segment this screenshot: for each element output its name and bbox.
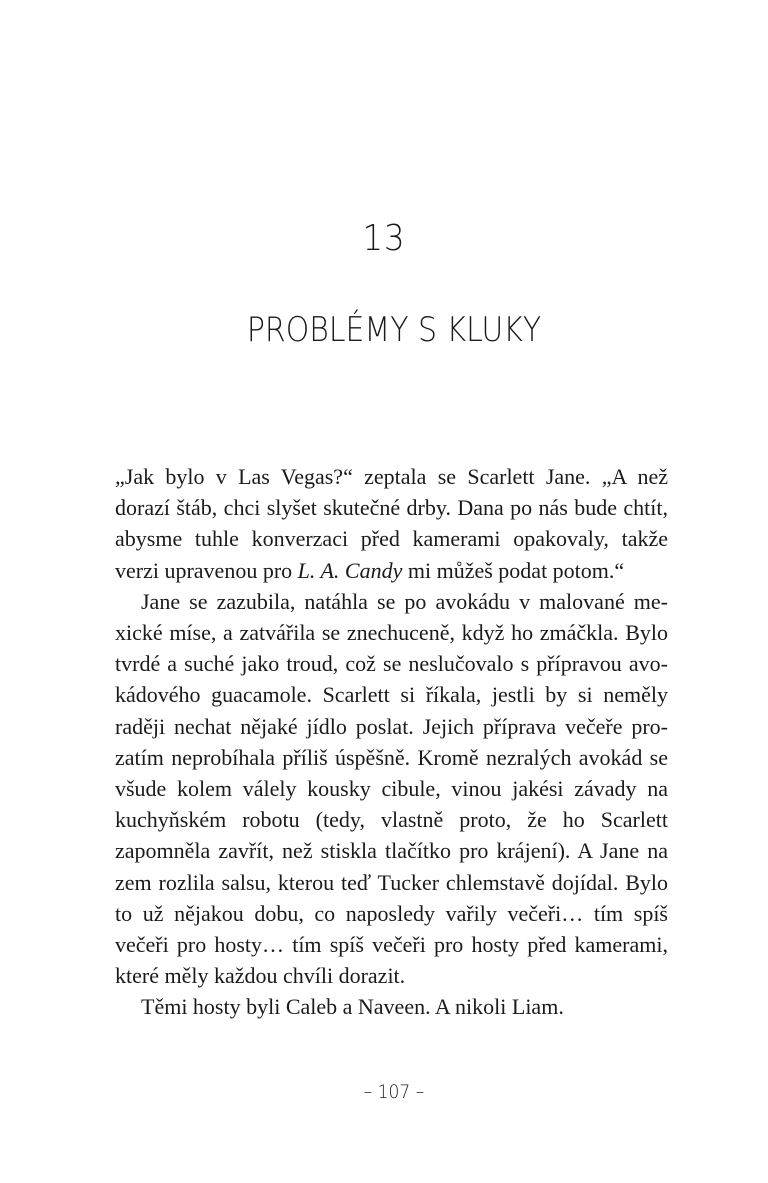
book-title-italic: L. A. Candy [297, 557, 403, 583]
paragraph-1 [115, 461, 668, 586]
paragraph-3: Těmi hosty byli Caleb a Naveen. A nikoli Liam. [141, 994, 564, 1020]
paragraph-1-text-end: mi můžeš podat potom.“ [402, 557, 625, 583]
chapter-number: 13 [362, 218, 406, 259]
paragraph-1-text-start: „Jak bylo v Las Vegas?“ zeptala se Scarlett Jane. „A než dorazí štáb, chci slyšet skutečné drby. Dana po nás bude chtít, abysme tuhle konverzaci před kamerami opakovaly, takže verzi upravenou pro [115, 464, 668, 583]
paragraph-2: Jane se zazubila, natáhla se po avokádu v malované mexické míse, a zatvářila se znechuceně, když ho zmáčkla. Bylo tvrdé a suché jako troud, což se neslučovalo s přípravou avokádového guacamole. Scarlett si říkala, jestli by si neměly raději nechat nějaké jídlo poslat. Jejich příprava večeře prozatím neprobíhala příliš úspěšně. Kromě nezralých avokád se všude kolem válely kousky cibule, vinou jakési závady na kuchyňském robotu (tedy, vlastně proto, že ho Scarlett zapomněla zavřít, než stiskla tlačítko pro krájení). A Jane na zem rozlila salsu, kterou teď Tucker chlemstavě dojídal. Bylo to už nějakou dobu, co naposledy vařily večeři… tím spíš večeři pro hosty… tím spíš večeři pro hosty před kamerami, které měly každou chvíli dorazit. [115, 588, 668, 989]
chapter-title: PROBLÉMY S KLUKY [246, 310, 542, 350]
page-number: – 107 – [363, 1081, 425, 1103]
body-text [115, 461, 668, 1023]
